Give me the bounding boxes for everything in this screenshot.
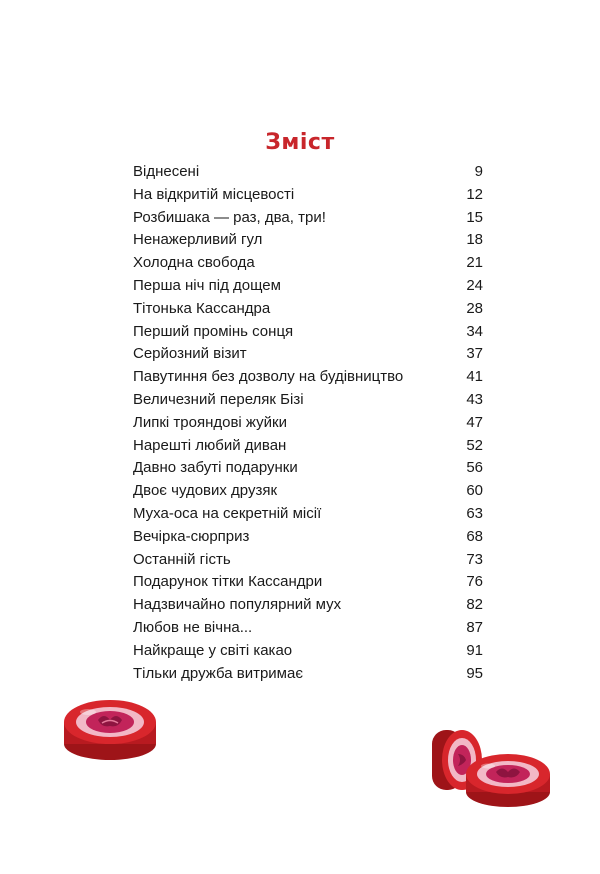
- toc-entry: [133, 298, 483, 321]
- toc-entry-page: 91: [466, 641, 483, 659]
- toc-entry-page: 63: [466, 504, 483, 522]
- toc-entry-page: 24: [466, 276, 483, 294]
- toc-entry: [133, 640, 483, 663]
- toc-heading: Зміст: [265, 130, 335, 155]
- toc-entry: [133, 457, 483, 480]
- toc-entry: [133, 275, 483, 298]
- toc-entry-title: Любов не вічна...: [133, 618, 253, 636]
- toc-entry-page: 52: [466, 436, 483, 454]
- toc-entry: [133, 366, 483, 389]
- toc-entry-page: 56: [466, 459, 483, 477]
- toc-entry-title: Давно забуті подарунки: [133, 459, 298, 477]
- toc-entry-page: 68: [466, 527, 483, 545]
- toc-entry: [133, 663, 483, 686]
- toc-entry: [133, 252, 483, 275]
- rose-candy-pair-icon: [418, 720, 558, 815]
- toc-entry-title: Серйозний візит: [133, 345, 247, 363]
- toc-entry-page: 28: [466, 299, 483, 317]
- toc-entry-title: Муха-оса на секретній місії: [133, 504, 322, 522]
- toc-entry-page: 9: [474, 163, 483, 180]
- toc-entry-title: Перший промінь сонця: [133, 322, 294, 340]
- toc-entry: [133, 617, 483, 640]
- toc-entry-page: 87: [466, 618, 483, 636]
- toc-entry-title: Подарунок тітки Кассандри: [133, 573, 323, 591]
- toc-entry: [133, 343, 483, 366]
- toc-entry: [133, 229, 483, 252]
- toc-entry: [133, 594, 483, 617]
- toc-entry: [133, 435, 483, 458]
- toc-entry-title: На відкритій місцевості: [133, 185, 295, 203]
- toc-entry: [133, 503, 483, 526]
- toc-entry-title: Величезний переляк Бізі: [133, 390, 304, 408]
- toc-entry: [133, 526, 483, 549]
- toc-entry: [133, 389, 483, 412]
- toc-entry-page: 15: [466, 208, 483, 226]
- toc-entry-title: Холодна свобода: [133, 254, 255, 272]
- toc-entry-title: Перша ніч під дощем: [133, 276, 281, 294]
- toc-entry-page: 37: [466, 345, 483, 363]
- toc-entry-title: Ненажерливий гул: [133, 231, 263, 249]
- toc-entry-title: Липкі трояндові жуйки: [133, 413, 287, 431]
- toc-entry: [133, 571, 483, 594]
- toc-entry-title: Розбишака — раз, два, три!: [133, 208, 326, 226]
- toc-entry: [133, 480, 483, 503]
- toc-entry: [133, 207, 483, 230]
- table-of-contents: [133, 161, 483, 685]
- toc-entry-page: 34: [466, 322, 483, 340]
- toc-entry-title: Останній гість: [133, 550, 231, 568]
- toc-entry-title: Двоє чудових друзяк: [133, 482, 278, 500]
- toc-entry-page: 76: [466, 573, 483, 591]
- toc-entry-page: 47: [466, 413, 483, 431]
- toc-entry-title: Тітонька Кассандра: [133, 299, 271, 317]
- toc-entry-page: 21: [466, 254, 483, 272]
- toc-entry-page: 18: [466, 231, 483, 249]
- toc-entry-page: 60: [466, 482, 483, 500]
- toc-entry-title: Надзвичайно популярний мух: [133, 596, 342, 614]
- toc-entry-title: Тільки дружба витримає: [133, 664, 303, 682]
- toc-entry-page: 82: [466, 596, 483, 614]
- toc-entry: [133, 549, 483, 572]
- toc-entry-title: Вечірка-сюрприз: [133, 527, 250, 545]
- toc-entry: [133, 184, 483, 207]
- toc-entry-page: 73: [466, 550, 483, 568]
- toc-entry-page: 41: [466, 368, 483, 386]
- toc-entry-title: Найкраще у світі какао: [133, 641, 293, 659]
- toc-entry-page: 12: [466, 185, 483, 203]
- toc-entry-title: Павутиння без дозволу на будівництво: [133, 368, 404, 386]
- toc-entry: [133, 412, 483, 435]
- toc-entry: [133, 321, 483, 344]
- toc-entry-page: 95: [466, 664, 483, 682]
- toc-entry-title: Нарешті любий диван: [133, 436, 287, 454]
- rose-candy-icon: [58, 690, 163, 768]
- toc-entry-title: Віднесені: [133, 163, 200, 180]
- toc-entry-page: 43: [466, 390, 483, 408]
- toc-entry: [133, 161, 483, 184]
